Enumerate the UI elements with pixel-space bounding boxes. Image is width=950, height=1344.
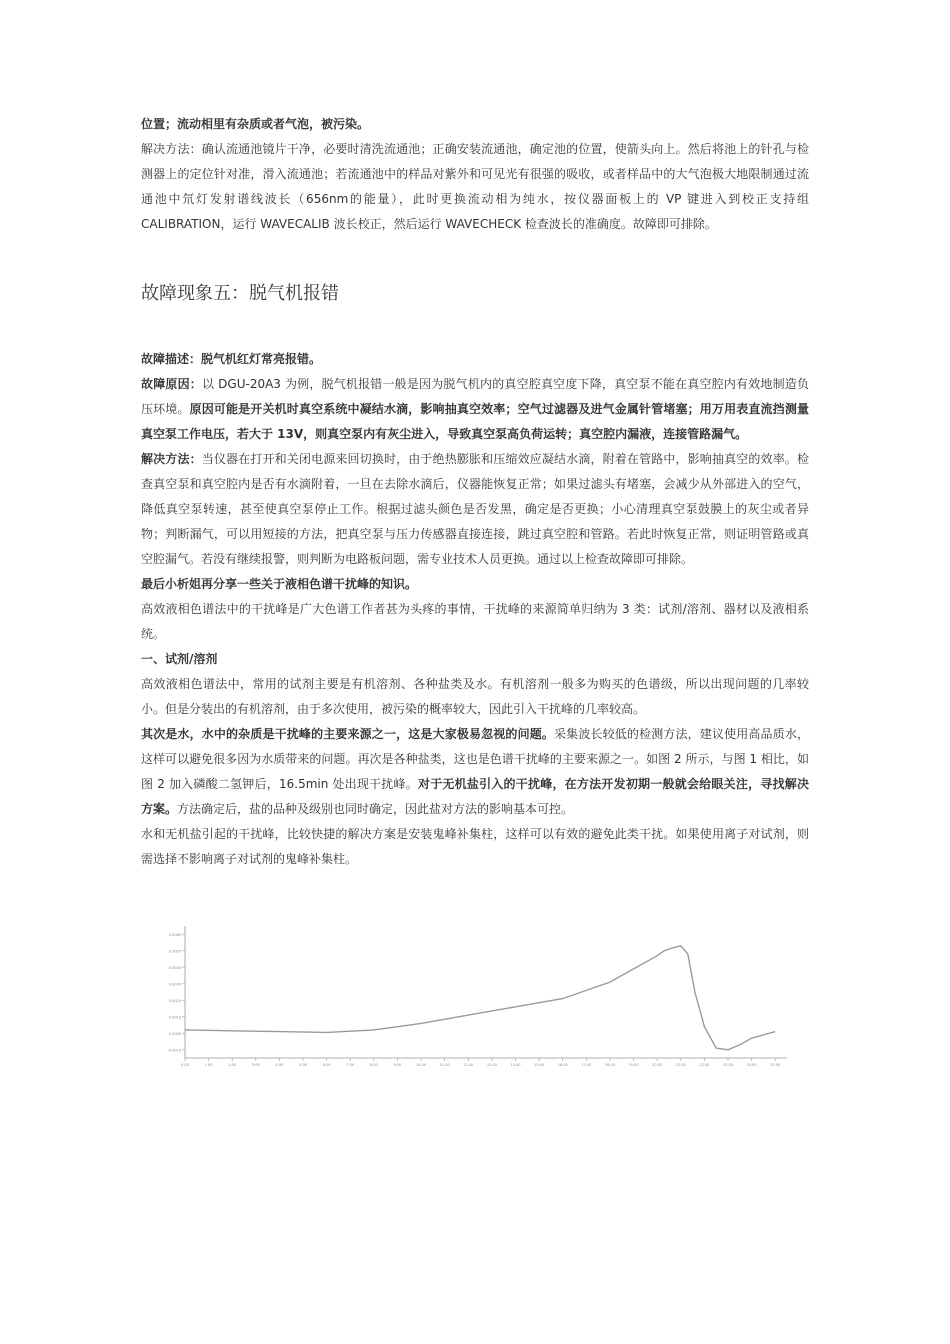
water-paragraph bbox=[141, 722, 809, 822]
y-tick-label: -0.0010 bbox=[167, 1048, 181, 1053]
y-tick-label: 0.0000 bbox=[168, 1031, 181, 1036]
x-tick-label: 0.00 bbox=[181, 1063, 189, 1067]
salt-text: 方法确定后，盐的品种及级别也同时确定，因此盐对方法的影响基本可控。 bbox=[177, 802, 574, 816]
water-text: 采集波长较低的检测方法，建议使用高品质水，这样可以避免很多因为水质带来的问题。再次是各种盐类，这也是色谱干扰峰的主要来源之一。如图 2 所示，与图 1 相比，如图 2 加入磷酸二氢钾后，16.5min 处出现干扰峰。 bbox=[141, 727, 809, 791]
x-tick-label: 5.00 bbox=[299, 1063, 307, 1067]
x-tick-label: 23.00 bbox=[722, 1063, 733, 1067]
fault-cause bbox=[141, 372, 809, 447]
section-degasser bbox=[141, 347, 809, 872]
y-tick-label: 0.0050 bbox=[168, 949, 181, 954]
fault-description bbox=[141, 347, 809, 372]
x-tick-label: 12.00 bbox=[463, 1063, 474, 1067]
x-tick-label: 7.00 bbox=[346, 1063, 355, 1067]
x-tick-label: 3.00 bbox=[251, 1063, 260, 1067]
chromatogram-chart bbox=[165, 920, 793, 1070]
intro-paragraph: 高效液相色谱法中的干扰峰是广大色谱工作者甚为头疼的事情，干扰峰的来源简单归纳为 3 类：试剂/溶剂、器材以及液相系统。 bbox=[141, 602, 809, 641]
x-tick-label: 13.00 bbox=[486, 1063, 497, 1067]
x-tick-label: 19.00 bbox=[628, 1063, 639, 1067]
x-tick-label: 14.00 bbox=[510, 1063, 521, 1067]
y-tick-label: 0.0040 bbox=[168, 965, 181, 970]
series-line bbox=[185, 946, 775, 1050]
x-tick-label: 16.00 bbox=[557, 1063, 568, 1067]
x-tick-label: 22.00 bbox=[699, 1063, 710, 1067]
x-tick-label: 17.00 bbox=[581, 1063, 592, 1067]
chromatogram-svg bbox=[165, 920, 793, 1070]
solution-text: 当仪器在打开和关闭电源来回切换时，由于绝热膨胀和压缩效应凝结水滴，附着在管路中，影响抽真空的效率。检查真空泵和真空腔内是否有水滴附着，一旦在去除水滴后，仪器能恢复正常；如果过滤头有堵塞，会减少从外部进入的空气，降低真空泵转速，甚至使真空泵停止工作。根据过滤头颜色是否发黑，确定是否更换；小心清理真空泵鼓膜上的灰尘或者异物；判断漏气，可以用短接的方法，把真空泵与压力传感器直接连接，跳过真空腔和管路。若此时恢复正常，则证明管路或真空腔漏气。若没有继续报警，则判断为电路板问题，需专业技术人员更换。通过以上检查故障即可排除。 bbox=[141, 452, 809, 566]
y-tick-label: 0.0020 bbox=[168, 998, 181, 1003]
x-tick-label: 6.00 bbox=[322, 1063, 331, 1067]
subheading-reagent: 一、试剂/溶剂 bbox=[141, 652, 218, 666]
section-flow-cell bbox=[141, 112, 809, 237]
fault-solution bbox=[141, 447, 809, 572]
x-tick-label: 10.00 bbox=[416, 1063, 427, 1067]
y-tick-label: 0.0060 bbox=[168, 932, 181, 937]
water-bold: 其次是水，水中的杂质是干扰峰的主要来源之一，这是大家极易忽视的问题。 bbox=[141, 727, 555, 741]
solution-label: 解决方法： bbox=[141, 452, 202, 466]
x-tick-label: 11.00 bbox=[439, 1063, 450, 1067]
x-tick-label: 4.00 bbox=[275, 1063, 284, 1067]
x-tick-label: 20.00 bbox=[652, 1063, 663, 1067]
cause-label: 故障原因： bbox=[141, 377, 202, 391]
salt-bold: 对于无机盐引入的干扰峰，在方法开发初期一般就会给眼关注，寻找解决方案。 bbox=[141, 777, 809, 816]
solution-paragraph: 解决方法：确认流通池镜片干净，必要时清洗流通池；正确安装流通池，确定池的位置，使箭头向上。然后将池上的针孔与检测器上的定位针对准，滑入流通池；若流通池中的样品对紫外和可见光有很强的吸收，或者样品中的大气泡极大地限制通过流通池中氘灯发射谱线波长（656nm的能量），此时更换流动相为纯水，按仪器面板上的 VP 键进入到校正支持组 CALIBRATION，运行 WAVECALIB 波长校正，然后运行 WAVECHECK 检查波长的准确度。故障即可排除。 bbox=[141, 142, 809, 231]
desc-text: 脱气机红灯常亮报错。 bbox=[201, 352, 322, 366]
cause-text: 以 DGU-20A3 为例，脱气机报错一般是因为脱气机内的真空腔真空度下降，真空泵不能在真空腔内有效地制造负压环境。 bbox=[141, 377, 809, 416]
reagent-paragraph: 高效液相色谱法中，常用的试剂主要是有机溶剂、各种盐类及水。有机溶剂一般多为购买的色谱级，所以出现问题的几率较小。但是分装出的有机溶剂，由于多次使用，被污染的概率较大，因此引入干扰峰的几率较高。 bbox=[141, 677, 809, 716]
x-tick-label: 18.00 bbox=[604, 1063, 615, 1067]
x-tick-label: 15.00 bbox=[534, 1063, 545, 1067]
x-tick-label: 21.00 bbox=[675, 1063, 686, 1067]
y-tick-label: 0.0010 bbox=[168, 1015, 181, 1020]
share-title: 最后小析姐再分享一些关于液相色谱干扰峰的知识。 bbox=[141, 577, 418, 591]
x-tick-label: 2.00 bbox=[228, 1063, 237, 1067]
guard-column-paragraph: 水和无机盐引起的干扰峰，比较快捷的解决方案是安装鬼峰补集柱，这样可以有效的避免此类干扰。如果使用离子对试剂，则需选择不影响离子对试剂的鬼峰补集柱。 bbox=[141, 827, 809, 866]
position-line: 位置；流动相里有杂质或者气泡，被污染。 bbox=[141, 117, 370, 131]
x-tick-label: 8.00 bbox=[369, 1063, 378, 1067]
x-tick-label: 1.00 bbox=[204, 1063, 213, 1067]
desc-label: 故障描述： bbox=[141, 352, 202, 366]
y-tick-label: 0.0030 bbox=[168, 982, 181, 987]
x-tick-label: 24.00 bbox=[746, 1063, 757, 1067]
x-tick-label: 9.00 bbox=[393, 1063, 402, 1067]
x-tick-label: 25.00 bbox=[770, 1063, 781, 1067]
section-heading: 故障现象五：脱气机报错 bbox=[141, 283, 339, 304]
cause-bold: 原因可能是开关机时真空系统中凝结水滴，影响抽真空效率；空气过滤器及进气金属针管堵塞；用万用表直流挡测量真空泵工作电压，若大于 13V，则真空泵内有灰尘进入，导致真空泵高负荷运转；真空腔内漏液，连接管路漏气。 bbox=[141, 402, 809, 441]
